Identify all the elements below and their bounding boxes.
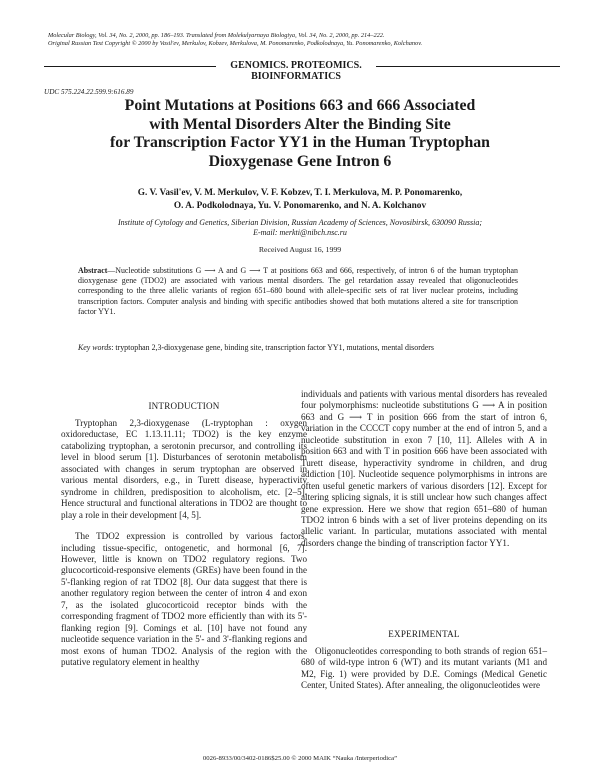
title-line2: with Mental Disorders Alter the Binding Site xyxy=(149,115,451,133)
experimental-column xyxy=(301,646,547,692)
section-rule-left xyxy=(44,66,216,67)
author-list xyxy=(40,187,560,212)
title-line1: Point Mutations at Positions 663 and 666 Associated xyxy=(124,97,476,114)
intro-paragraph-3: individuals and patients with various mental disorders has revealed four polymorphisms: nucleotide substitutions G ⟶ A in position 663 and G ⟶ T in position 666 from the start of intron 6, variation in the CCCCT copy number at the end of intron 5, and a nucleotide substitution in exon 7 [10, 11]. Alleles with A in position 663 and with T in position 666 have been associated with Turett disease, hyperactivity syndrome in children, and drug addiction [10]. Nucleotide sequence polymorphisms in introns are often useful genetic markers of various disorders [12]. Except for altering splicing signals, it is still unclear how such changes affect gene expression. Here we show that region 651–680 of human TDO2 intron 6 binds with a set of liver proteins depending on its allelic variant. In particular, mutations associated with mental disorders change the binding of transcription factor YY1. xyxy=(301,389,547,548)
journal-header xyxy=(48,32,558,48)
page-footer: 0026-8933/00/3402-0186$25.00 © 2000 MAIK “Nauka /Interperiodica” xyxy=(202,755,398,762)
keywords-label: Key words xyxy=(78,343,112,352)
introduction-heading: INTRODUCTION xyxy=(148,401,220,411)
received-date: Received August 16, 1999 xyxy=(258,245,342,254)
affiliation-line1: Institute of Cytology and Genetics, Siberian Division, Russian Academy of Sciences, Novosibirsk, 630090 Russia; xyxy=(117,218,483,227)
left-column xyxy=(61,418,307,669)
experimental-heading: EXPERIMENTAL xyxy=(388,629,460,639)
experimental-paragraph-1: Oligonucleotides corresponding to both strands of region 651–680 of wild-type intron 6 (WT) and its mutant variants (M1 and M2, Fig. 1) were provided by D.E. Comings (Medical Genetic Center, United States). After annealing, the oligonucleotides were xyxy=(301,646,547,691)
author-email: E-mail: merkti@nibch.nsc.ru xyxy=(253,228,347,238)
paper-title xyxy=(40,97,560,171)
udc-code: UDC 575.224.22.599.9:616.89 xyxy=(44,88,134,96)
section-heading-line1: GENOMICS. PROTEOMICS. xyxy=(230,60,362,71)
keywords-text: : tryptophan 2,3-dioxygenase gene, binding site, transcription factor YY1, mutations, mental disorders xyxy=(111,343,434,352)
keywords xyxy=(78,343,518,353)
copyright-line: Original Russian Text Copyright © 2000 by Vasil'ev, Merkulov, Kobzev, Merkulova, M. Ponomarenko, Podkolodnaya, Yu. Ponomarenko, Kolchanov. xyxy=(48,40,423,48)
title-line3: for Transcription Factor YY1 in the Human Tryptophan xyxy=(110,134,490,152)
right-column xyxy=(301,389,547,549)
section-heading-line2: BIOINFORMATICS xyxy=(251,71,341,82)
affiliation xyxy=(40,218,560,238)
journal-citation-line: Molecular Biology, Vol. 34, No. 2, 2000, pp. 186–193. Translated from Molekulyarnaya Biologiya, Vol. 34, No. 2, 2000, pp. 214–222. xyxy=(48,32,385,39)
title-line4: Dioxygenase Gene Intron 6 xyxy=(208,152,392,170)
section-rule-right xyxy=(376,66,560,67)
abstract-label: Abstract xyxy=(78,266,108,275)
abstract xyxy=(78,266,518,317)
intro-paragraph-2: The TDO2 expression is controlled by various factors, including tissue-specific, ontogenetic, and hormonal [6, 7]. However, little is known on TDO2 regulatory regions. Two glucocorticoid-responsive elements (GREs) have been found in the 5'-flanking region of rat TDO2 [8]. Our data suggest that there is another regulatory region between the center of intron 4 and exon 7, as the isolated glucocorticoid receptor binds with the corresponding fragment of TDO2 more efficiently than with its 5'-flanking region [9]. Comings et al. [10] have not found any nucleotide sequence variation in the 5'- and 3'-flanking regions and most exons of human TDO2. Analysis of the region with the putative regulatory element in healthy xyxy=(61,531,307,668)
section-heading xyxy=(216,60,376,82)
authors-line1: G. V. Vasil'ev, V. M. Merkulov, V. F. Kobzev, T. I. Merkulova, M. P. Ponomarenko, xyxy=(137,188,463,198)
authors-line2: O. A. Podkolodnaya, Yu. V. Ponomarenko, and N. A. Kolchanov xyxy=(173,200,427,211)
abstract-text: —Nucleotide substitutions G ⟶ A and G ⟶ T at positions 663 and 666, respectively, of intron 6 of the human tryptophan dioxygenase gene (TDO2) are associated with various mental disorders. The gel retardation assay revealed that oligonucleotides corresponding to the three allelic variants of region 651–680 bound with allele-specific sets of rat liver nuclear proteins, including transcription factors. Computer analysis and binding with specific antibodies showed that both mutations altered a site for transcription factor YY1. xyxy=(78,266,518,316)
intro-paragraph-1: Tryptophan 2,3-dioxygenase (L-tryptophan : oxygen oxidoreductase, EC 1.13.11.11; TDO2) is the key enzyme catabolizing tryptophan, a serotonin precursor, and controlling its level in blood serum [1]. Disturbances of serotonin metabolism associated with changes in serum tryptophan are observed in various mental disorders, e.g., in Turett disease, hyperactivity syndrome in children, predisposition to alcoholism, etc. [2–5]. Hence structural and functional alterations in TDO2 are thought to play a role in their development [4, 5]. xyxy=(61,418,307,520)
